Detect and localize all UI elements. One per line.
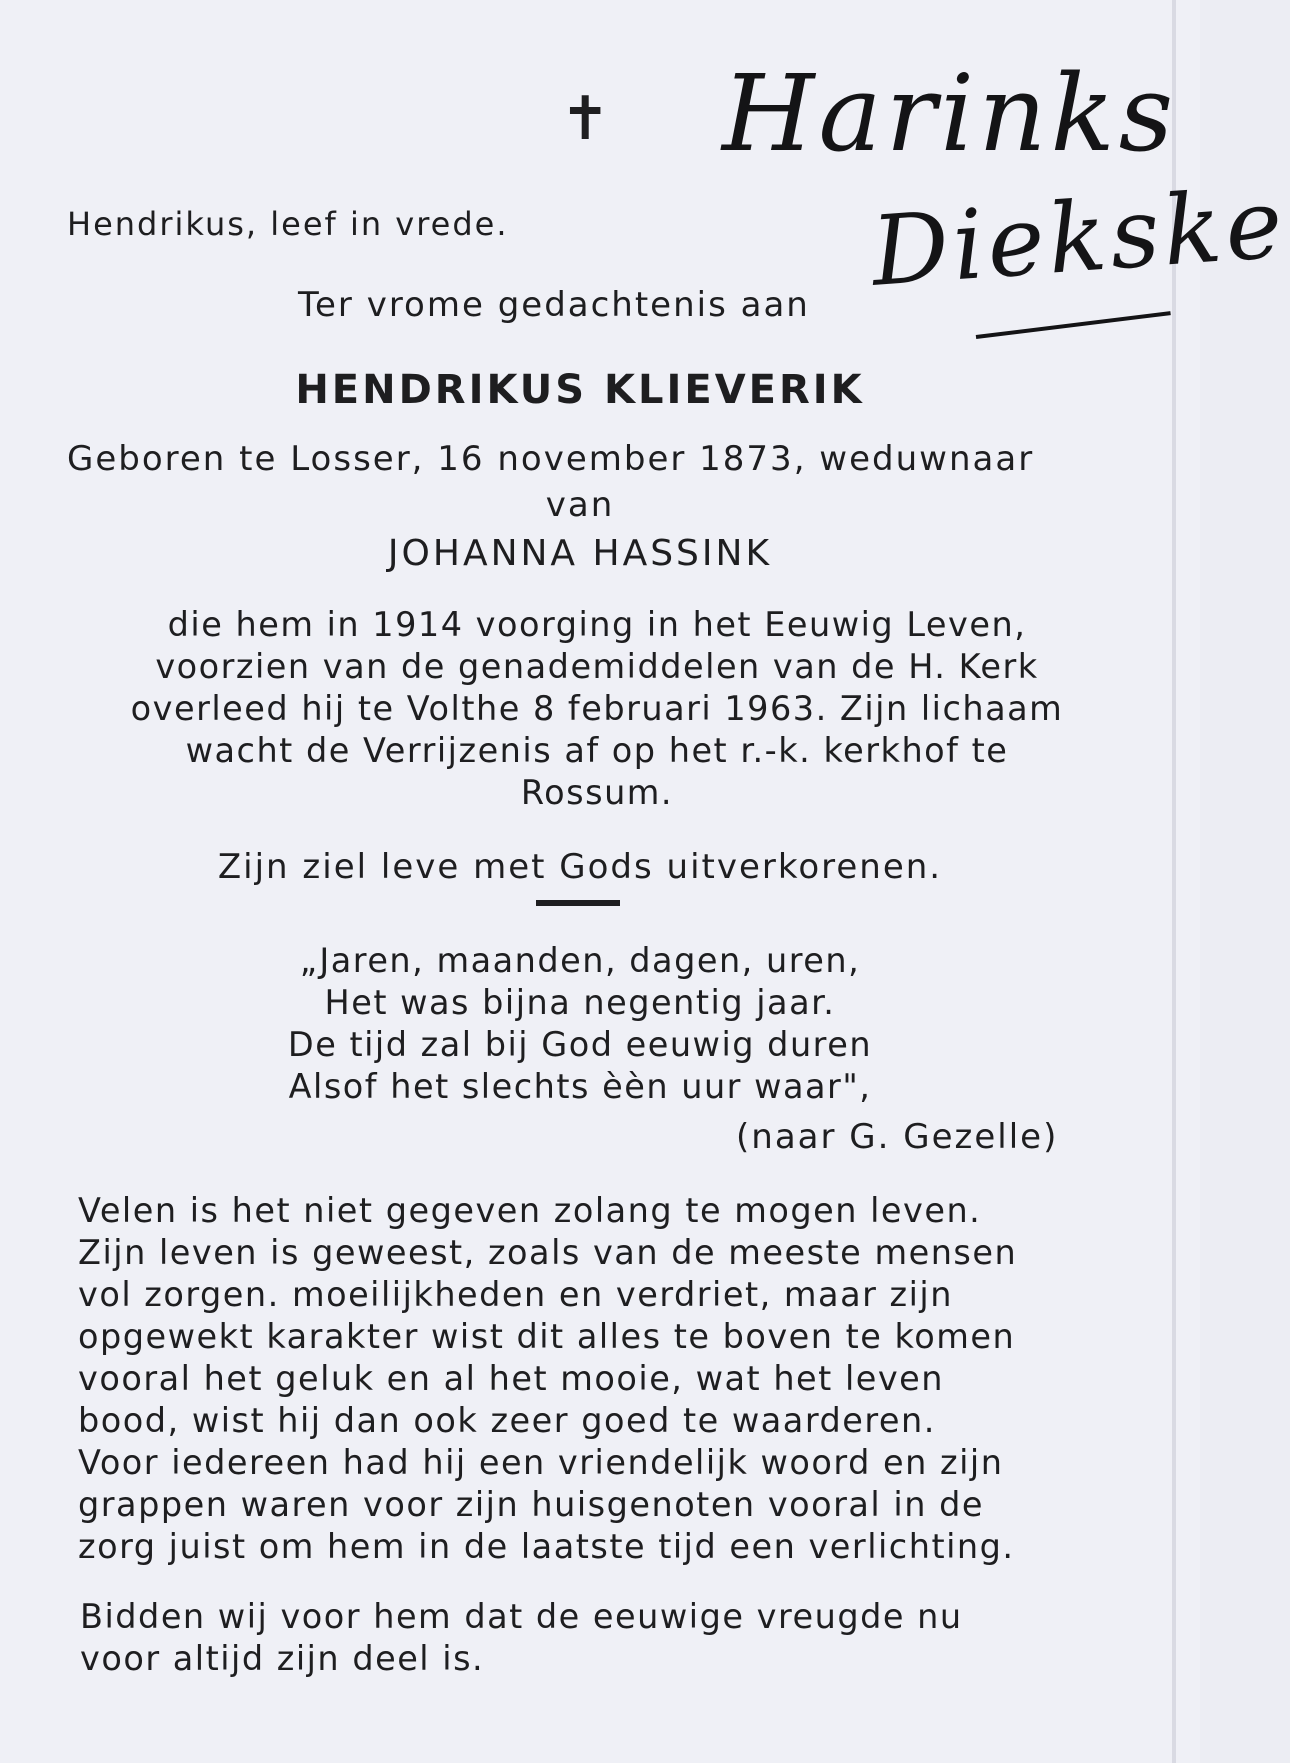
prayer-paragraph <box>80 1596 1120 1680</box>
text-line: wacht de Verrijzenis af op het r.-k. kerkhof te <box>185 731 1009 770</box>
van-line: van <box>545 485 615 525</box>
text-line: die hem in 1914 voorging in het Eeuwig Leven, <box>167 605 1027 644</box>
text-line: Bidden wij voor hem dat de eeuwige vreugde nu <box>80 1597 963 1636</box>
text-line: bood, wist hij dan ook zeer goed te waarderen. <box>78 1401 936 1440</box>
poem-line: Alsof het slechts èèn uur waar", <box>288 1067 872 1106</box>
text-line: voor altijd zijn deel is. <box>80 1639 485 1678</box>
divider-rule <box>536 900 620 906</box>
poem-attribution: (naar G. Gezelle) <box>736 1117 1059 1157</box>
text-line: overleed hij te Volthe 8 februari 1963. Zijn lichaam <box>130 689 1064 728</box>
birth-line: Geboren te Losser, 16 november 1873, weduwnaar <box>67 439 1035 479</box>
handwritten-underline <box>976 311 1171 339</box>
poem <box>200 940 960 1108</box>
text-line: opgewekt karakter wist dit alles te boven te komen <box>78 1317 1016 1356</box>
text-line: Voor iedereen had hij een vriendelijk woord en zijn <box>78 1443 1004 1482</box>
handwritten-farm-name: Diekske <box>868 167 1290 308</box>
poem-line: Het was bijna negentig jaar. <box>324 983 836 1022</box>
text-line: Zijn leven is geweest, zoals van de meeste mensen <box>78 1233 1018 1272</box>
memorial-line: Ter vrome gedachtenis aan <box>298 285 810 325</box>
text-line: Rossum. <box>520 773 674 812</box>
spouse-name: JOHANNA HASSINK <box>387 533 773 574</box>
handwritten-surname: Harinks <box>722 52 1178 175</box>
text-line: grappen waren voor zijn huisgenoten vooral in de <box>78 1485 984 1524</box>
cross-icon: ✝ <box>560 84 611 154</box>
deceased-name: HENDRIKUS KLIEVERIK <box>295 367 865 413</box>
death-paragraph <box>67 604 1127 814</box>
text-line: voorzien van de genademiddelen van de H. Kerk <box>155 647 1039 686</box>
text-line: Velen is het niet gegeven zolang te mogen leven. <box>78 1191 982 1230</box>
text-line: zorg juist om hem in de laatste tijd een verlichting. <box>78 1527 1015 1566</box>
poem-line: „Jaren, maanden, dagen, uren, <box>299 941 861 980</box>
blessing-line: Hendrikus, leef in vrede. <box>67 205 509 243</box>
life-paragraph <box>78 1190 1118 1568</box>
soul-line: Zijn ziel leve met Gods uitverkorenen. <box>217 847 943 887</box>
text-line: vooral het geluk en al het mooie, wat het leven <box>78 1359 945 1398</box>
poem-line: De tijd zal bij God eeuwig duren <box>287 1025 873 1064</box>
text-line: vol zorgen. moeilijkheden en verdriet, maar zijn <box>78 1275 953 1314</box>
